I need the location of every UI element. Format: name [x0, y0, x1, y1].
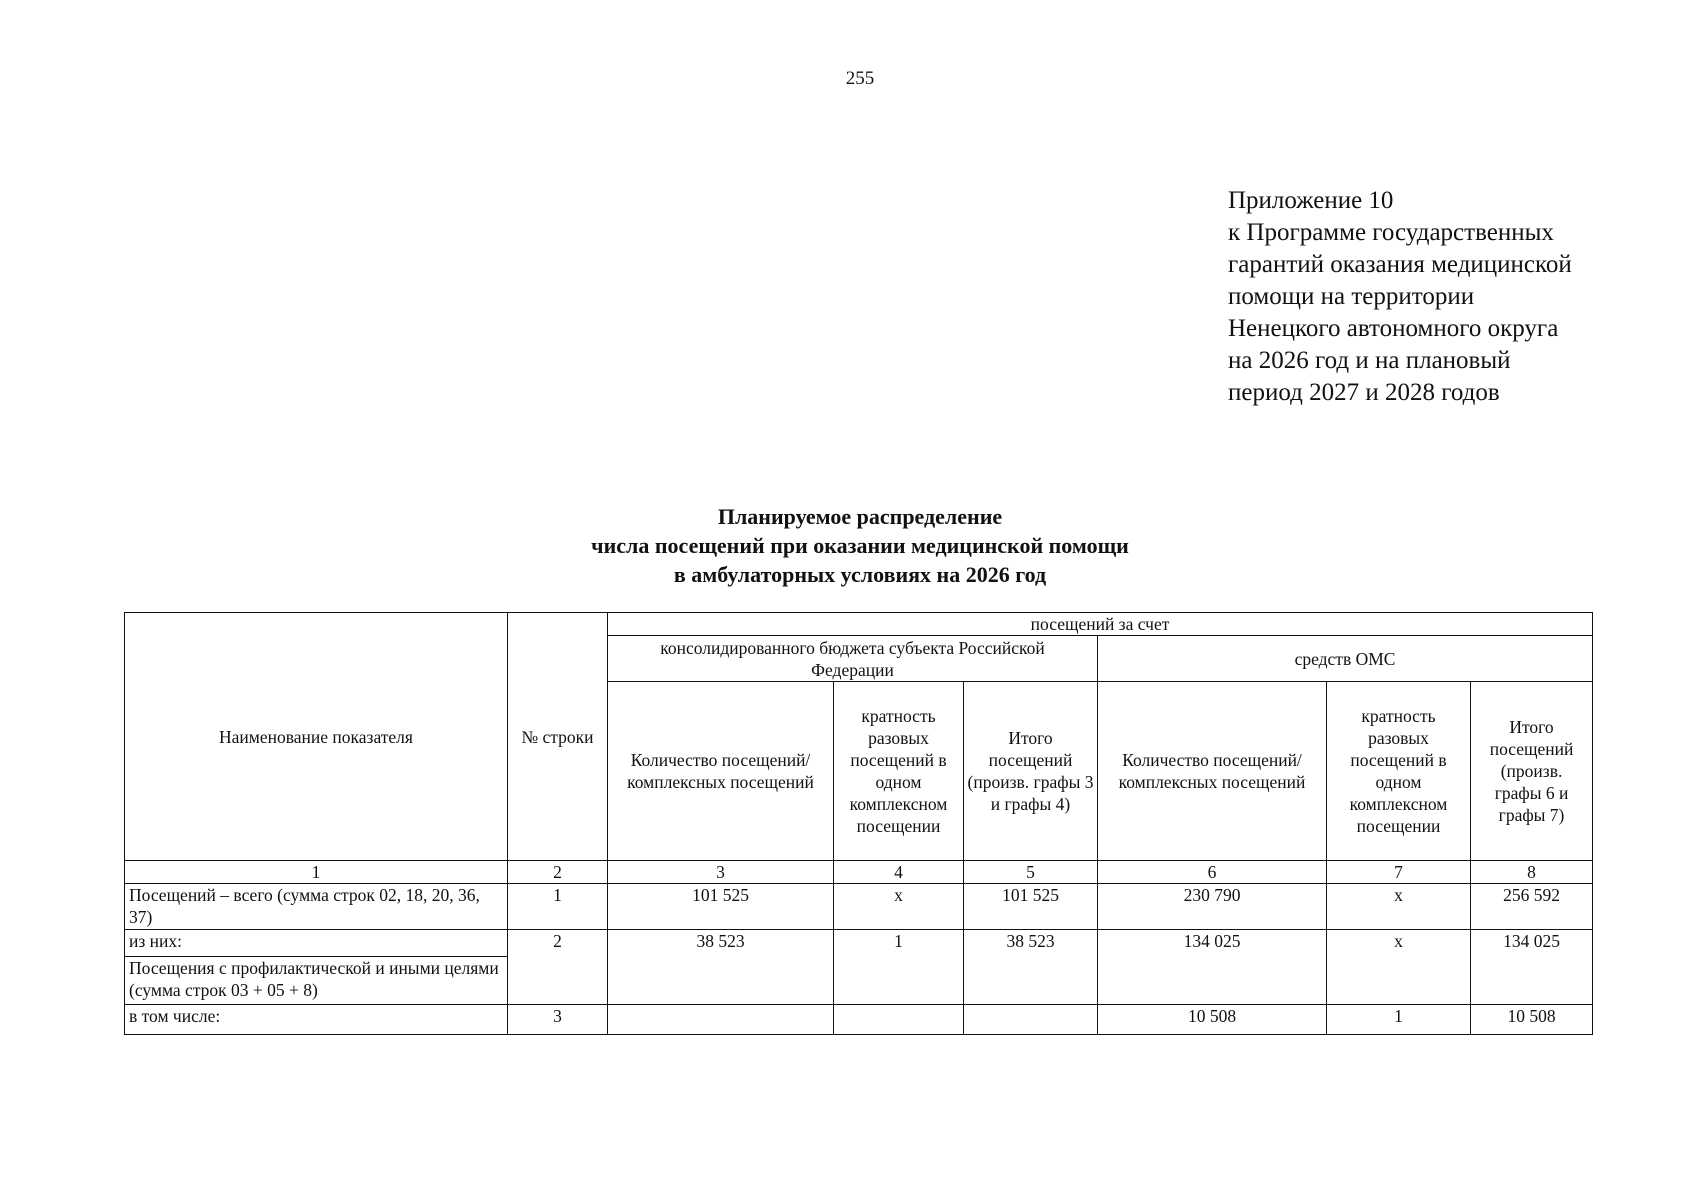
header-visit-count: Количество посещений/комплексных посещений — [608, 682, 834, 861]
cell-multiplicity-oms: 1 — [1327, 1005, 1471, 1035]
title-line: в амбулаторных условиях на 2026 год — [673, 562, 1047, 587]
appendix-line: период 2027 и 2028 годов — [1228, 379, 1500, 406]
title-line: Планируемое распределение — [717, 504, 1003, 529]
column-number: 8 — [1471, 861, 1593, 884]
header-visit-count-oms: Количество посещений/комплексных посещений — [1098, 682, 1327, 861]
table-row — [125, 884, 1593, 930]
cell-multiplicity: х — [834, 884, 964, 930]
header-consolidated-budget: консолидированного бюджета субъекта Российской Федерации — [608, 636, 1098, 682]
column-number: 5 — [964, 861, 1098, 884]
header-multiplicity: кратность разовых посещений в одном комплексном посещении — [834, 682, 964, 861]
appendix-line: Ненецкого автономного округа — [1228, 315, 1559, 342]
appendix-line: помощи на территории — [1228, 283, 1475, 310]
cell-total-oms: 134 025 — [1471, 930, 1593, 1005]
cell-visit-count-oms: 10 508 — [1098, 1005, 1327, 1035]
cell-total-budget: 101 525 — [964, 884, 1098, 930]
column-number: 6 — [1098, 861, 1327, 884]
column-number: 1 — [125, 861, 508, 884]
cell-visit-count: 38 523 — [608, 930, 834, 1005]
cell-visit-count: 101 525 — [608, 884, 834, 930]
cell-visit-count-oms: 230 790 — [1098, 884, 1327, 930]
header-multiplicity-oms: кратность разовых посещений в одном комплексном посещении — [1327, 682, 1471, 861]
cell-multiplicity: 1 — [834, 930, 964, 1005]
cell-multiplicity-oms: х — [1327, 930, 1471, 1005]
cell-total-oms: 256 592 — [1471, 884, 1593, 930]
column-number: 3 — [608, 861, 834, 884]
cell-total-oms: 10 508 — [1471, 1005, 1593, 1035]
cell-visit-count — [608, 1005, 834, 1035]
cell-multiplicity-oms: х — [1327, 884, 1471, 930]
visits-distribution-table — [124, 612, 1593, 1035]
row-number-cell: 3 — [508, 1005, 608, 1035]
column-number: 4 — [834, 861, 964, 884]
cell-visit-count-oms: 134 025 — [1098, 930, 1327, 1005]
header-total-budget: Итого посещений (произв. графы 3 и графы 4) — [964, 682, 1098, 861]
header-total-oms: Итого посещений (произв. графы 6 и графы 7) — [1471, 682, 1593, 861]
column-number: 2 — [508, 861, 608, 884]
appendix-line: Приложение 10 — [1228, 187, 1394, 214]
table-row — [125, 1005, 1593, 1035]
column-number-row — [125, 861, 1593, 884]
row-name: Посещения с профилактической и иными целями (сумма строк 03 + 05 + 8) — [125, 957, 508, 1005]
title-line: числа посещений при оказании медицинской помощи — [591, 533, 1129, 558]
cell-total-budget: 38 523 — [964, 930, 1098, 1005]
appendix-line: к Программе государственных — [1228, 219, 1554, 246]
header-visits-funded-by: посещений за счет — [608, 613, 1593, 636]
appendix-line: гарантий оказания медицинской — [1228, 251, 1572, 278]
header-row-number: № строки — [508, 613, 608, 861]
column-number: 7 — [1327, 861, 1471, 884]
header-oms-funds: средств ОМС — [1098, 636, 1593, 682]
row-number-cell: 1 — [508, 884, 608, 930]
appendix-line: на 2026 год и на плановый — [1228, 347, 1511, 374]
header-indicator-name: Наименование показателя — [125, 613, 508, 861]
table-row — [125, 930, 1593, 957]
cell-multiplicity — [834, 1005, 964, 1035]
row-name: из них: — [125, 930, 508, 957]
document-title — [250, 502, 1470, 589]
row-name: Посещений – всего (сумма строк 02, 18, 20, 36, 37) — [125, 884, 508, 930]
row-number-cell: 2 — [508, 930, 608, 1005]
appendix-note — [1228, 185, 1572, 409]
page-number: 255 — [845, 68, 875, 89]
row-name: в том числе: — [125, 1005, 508, 1035]
cell-total-budget — [964, 1005, 1098, 1035]
